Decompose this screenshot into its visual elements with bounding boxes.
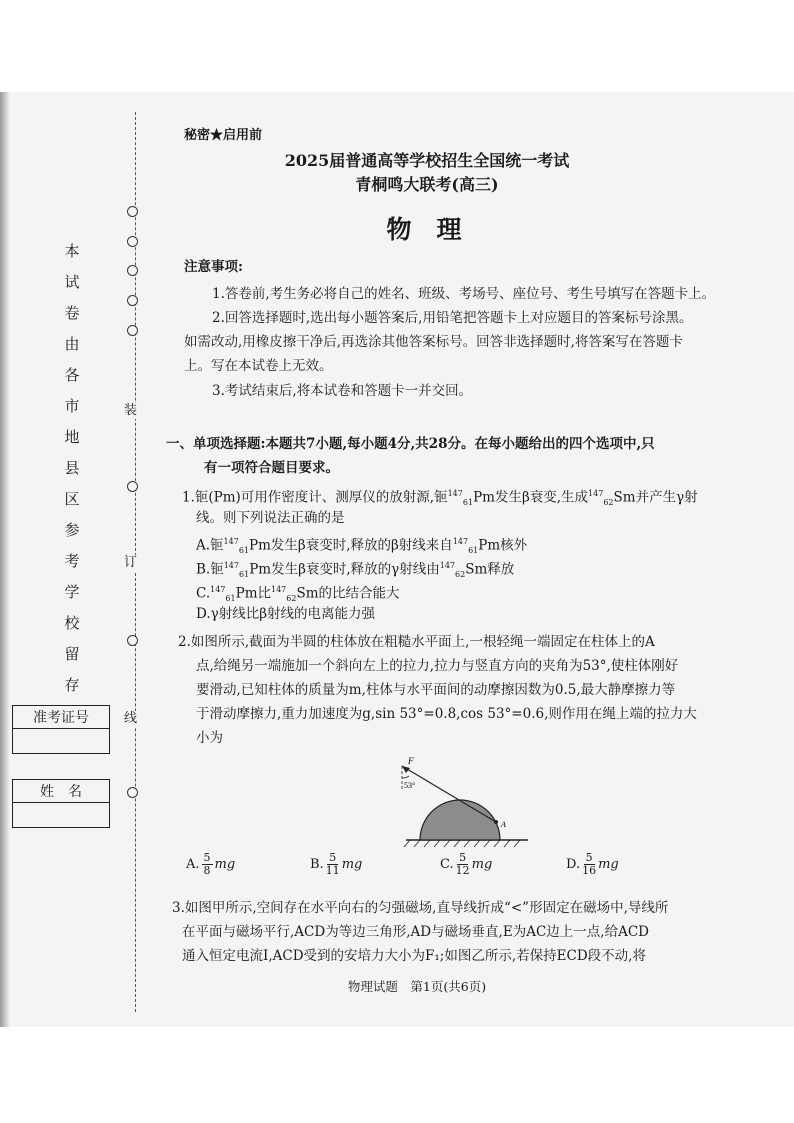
option-unit: mg [471, 857, 493, 872]
vertical-retention-notice [62, 236, 82, 701]
option-text: B.钷 [196, 561, 224, 578]
pm-atomic-number: 61 [225, 594, 236, 604]
option-label: A. [186, 857, 200, 872]
numerator: 5 [329, 851, 337, 864]
binding-hole [127, 325, 138, 336]
q1-stem-text: Pm发生β衰变,生成 [473, 489, 589, 506]
option-text: Pm核外 [478, 537, 528, 554]
notice-char: 留 [64, 645, 80, 663]
binding-label-zhuang: 装 [124, 403, 138, 418]
section-heading-cont: 有一项符合题目要求。 [204, 460, 339, 476]
notice-char: 市 [64, 397, 80, 415]
notice-char: 卷 [64, 304, 80, 322]
option-label: D. [566, 857, 581, 872]
q2-stem-line1: 2.如图所示,截面为半圆的柱体放在粗糙水平面上,一根轻绳一端固定在柱体上的A [178, 634, 655, 650]
fraction [582, 852, 596, 877]
q1-stem-text: Sm并产生γ射 [613, 489, 698, 506]
option-label: C. [440, 857, 454, 872]
q3-stem-line3: 通入恒定电流I,ACD受到的安培力大小为F₁;如图乙所示,若保持ECD段不动,将 [182, 948, 646, 964]
binding-hole [127, 265, 138, 276]
notice-char: 区 [64, 490, 80, 508]
option-text: A.钷 [196, 537, 224, 554]
angle-arc [402, 776, 409, 778]
q3-stem-line2: 在平面与磁场平行,ACD为等边三角形,AD与磁场垂直,E为AC边上一点,给ACD [182, 924, 649, 940]
pm-mass-number: 147 [452, 537, 469, 546]
numerator: 5 [459, 851, 467, 864]
exam-subtitle: 青桐鸣大联考(高三) [355, 175, 499, 194]
numerator: 5 [203, 851, 211, 864]
q2-stem-line4: 于滑动摩擦力,重力加速度为g,sin 53°=0.8,cos 53°=0.6,则作用在绳上端的拉力大 [196, 706, 697, 722]
section-heading: 一、单项选择题:本题共7小题,每小题4分,共28分。在每小题给出的四个选项中,只 [166, 436, 655, 452]
option-text: Pm比 [235, 585, 271, 602]
option-unit: mg [598, 857, 619, 872]
name-field[interactable] [13, 803, 109, 827]
q1-option-d[interactable]: D.γ射线比β射线的电离能力强 [196, 606, 376, 622]
sm-mass-number: 147 [439, 561, 456, 570]
name-label: 姓 名 [13, 780, 109, 803]
note-item-2-cont: 如需改动,用橡皮擦干净后,再选涂其他答案标号。回答非选择题时,将答案写在答题卡 [184, 334, 683, 350]
binding-label-xian: 线 [124, 711, 138, 726]
pm-atomic-number: 61 [462, 498, 474, 508]
exam-id-label: 准考证号 [13, 706, 109, 729]
binding-hole [127, 787, 138, 798]
sm-atomic-number: 62 [603, 498, 614, 508]
force-arrowhead [402, 766, 410, 773]
subject-title: 物 理 [386, 215, 462, 244]
note-item-3: 3.考试结束后,将本试卷和答题卡一并交回。 [212, 383, 473, 399]
denominator: 12 [455, 864, 470, 877]
pm-mass-number: 147 [223, 561, 239, 570]
notice-char: 地 [64, 428, 80, 446]
notice-char: 县 [64, 459, 80, 477]
q2-stem-line5: 小为 [196, 730, 223, 746]
q2-stem-line2: 点,给绳另一端施加一个斜向左上的拉力,拉力与竖直方向的夹角为53°,使柱体刚好 [196, 658, 679, 674]
ground-hatching [404, 840, 520, 847]
angle-label: 53° [404, 781, 416, 790]
q2-stem-line3: 要滑动,已知柱体的质量为m,柱体与水平面间的动摩擦因数为0.5,最大静摩擦力等 [196, 682, 676, 698]
name-box [12, 779, 110, 828]
sm-atomic-number: 62 [455, 570, 466, 580]
note-item-2: 2.回答选择题时,选出每小题答案后,用铅笔把答题卡上对应题目的答案标号涂黑。 [212, 310, 693, 326]
denominator: 11 [325, 864, 340, 877]
q2-option-a[interactable] [186, 852, 235, 877]
q2-option-c[interactable] [440, 852, 492, 877]
option-text: Pm发生β衰变时,释放的γ射线由 [249, 561, 440, 578]
notice-char: 各 [64, 366, 80, 384]
notes-heading: 注意事项: [184, 259, 243, 275]
q2-option-b[interactable] [310, 852, 362, 877]
binding-hole [127, 635, 138, 646]
denominator: 16 [582, 864, 597, 877]
half-cylinder [420, 800, 500, 840]
q1-stem-text: 1.钷(Pm)可用作密度计、测厚仪的放射源,钷 [182, 489, 448, 506]
pm-atomic-number: 61 [239, 570, 250, 580]
binding-label-ding: 订 [124, 555, 138, 570]
binding-hole [127, 295, 138, 306]
fraction [326, 852, 340, 877]
option-text: Pm发生β衰变时,释放的β射线来自 [249, 537, 453, 554]
denominator: 8 [203, 864, 211, 877]
option-text: Sm释放 [465, 561, 515, 578]
sm-mass-number: 147 [588, 489, 604, 498]
notice-char: 校 [64, 614, 80, 632]
notice-char: 本 [64, 242, 80, 260]
q3-stem-line1: 3.如图甲所示,空间存在水平向右的匀强磁场,直导线折成“<”形固定在磁场中,导线所 [172, 900, 669, 916]
option-unit: mg [341, 857, 363, 872]
exam-id-box [12, 705, 110, 754]
page-footer: 物理试题 第1页(共6页) [347, 979, 487, 994]
exam-id-field[interactable] [13, 729, 109, 753]
q1-stem-line2: 线。则下列说法正确的是 [196, 510, 345, 526]
sm-atomic-number: 62 [286, 594, 297, 604]
notice-char: 由 [64, 335, 80, 353]
option-unit: mg [214, 857, 236, 872]
pm-mass-number: 147 [210, 585, 226, 594]
q2-option-d[interactable] [566, 852, 619, 877]
note-item-2-cont2: 上。写在本试卷上无效。 [184, 358, 333, 374]
force-label: F [408, 756, 414, 766]
note-item-1: 1.答卷前,考生务必将自己的姓名、班级、考场号、座位号、考生号填写在答题卡上。 [212, 286, 716, 302]
pm-mass-number: 147 [223, 537, 239, 546]
sm-mass-number: 147 [271, 585, 287, 594]
pm-atomic-number: 61 [468, 546, 479, 556]
notice-char: 存 [64, 676, 80, 694]
notice-char: 考 [64, 552, 80, 570]
binding-hole [127, 481, 138, 492]
fraction [202, 852, 213, 877]
exam-title: 2025届普通高等学校招生全国统一考试 [284, 151, 570, 170]
q2-figure [392, 756, 532, 852]
confidential-mark: 秘密★启用前 [184, 128, 263, 143]
notice-char: 试 [64, 273, 80, 291]
pm-mass-number: 147 [447, 489, 463, 498]
fraction [456, 852, 470, 877]
notice-char: 参 [64, 521, 80, 539]
point-a-label: A [501, 820, 506, 829]
pm-atomic-number: 61 [238, 546, 250, 556]
numerator: 5 [585, 851, 593, 864]
point-a-marker [494, 820, 498, 824]
option-label: B. [310, 857, 324, 872]
option-text: Sm的比结合能大 [296, 585, 400, 602]
option-text: C. [196, 585, 211, 602]
notice-char: 学 [64, 583, 80, 601]
